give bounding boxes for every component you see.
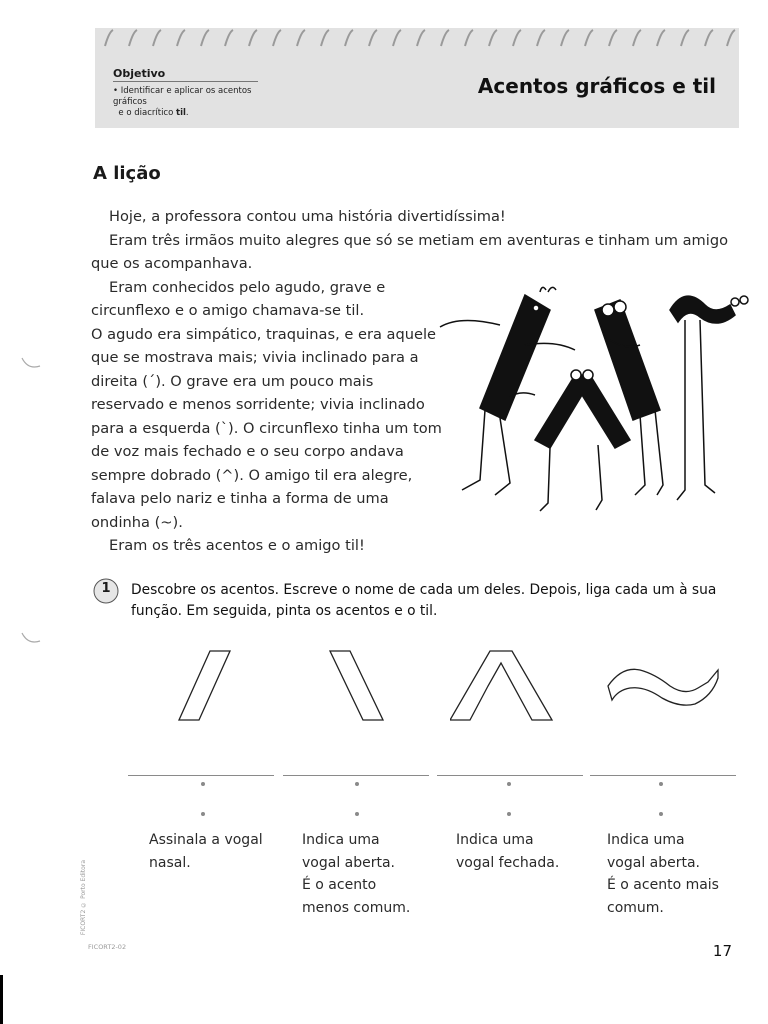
objective-label: Objetivo xyxy=(113,67,258,82)
grave-character xyxy=(595,300,663,495)
answer-line[interactable] xyxy=(128,775,274,776)
match-dot-top[interactable] xyxy=(507,782,511,786)
circumflex-accent-icon xyxy=(450,648,570,728)
answer-line[interactable] xyxy=(590,775,736,776)
match-dot-top[interactable] xyxy=(659,782,663,786)
punch-hole-mark xyxy=(18,350,44,376)
exercise-number-badge xyxy=(92,577,120,605)
function-description: Indica uma vogal aberta. É o acento menos comum. xyxy=(302,832,411,916)
page-number: 17 xyxy=(712,942,732,960)
match-dot-bottom[interactable] xyxy=(355,812,359,816)
answer-line[interactable] xyxy=(437,775,583,776)
accent-characters-illustration xyxy=(430,280,765,520)
story-paragraph: Eram conhecidos pelo agudo, grave e circunflexo e o amigo chamava-se til. xyxy=(91,278,386,319)
match-dot-top[interactable] xyxy=(201,782,205,786)
lesson-title: A lição xyxy=(93,163,161,184)
story-paragraph: Hoje, a professora contou uma história divertidíssima! xyxy=(109,208,506,225)
circumflex-character xyxy=(510,370,630,511)
scan-edge-mark xyxy=(0,975,3,1024)
footer-code: FICORT2-02 xyxy=(88,943,127,951)
acute-character xyxy=(440,287,575,495)
objective-line-1: • Identificar e aplicar os acentos gráficos xyxy=(113,86,252,107)
tilde-character xyxy=(670,296,748,500)
function-description: Indica uma vogal aberta. É o acento mais comum. xyxy=(607,832,719,916)
grave-accent-icon xyxy=(315,648,435,728)
story-paragraph: O agudo era simpático, traquinas, e era aquele que se mostrava mais; vivia inclinado para a direita (´). O grave era um pouco mais reservado e menos sorridente; vivia inclinado para a esquerda (`). O circunflexo tinha um tom de voz mais fechado e o seu corpo andava sempre dobrado (^). O amigo til era alegre, falava pelo nariz e tinha a forma de uma ondinha (~). xyxy=(91,325,442,531)
match-dot-bottom[interactable] xyxy=(659,812,663,816)
exercise-instruction: Descobre os acentos. Escreve o nome de cada um deles. Depois, liga cada um à sua função. Em seguida, pinta os acentos e o til. xyxy=(131,582,717,619)
story-paragraph: Eram três irmãos muito alegres que só se metiam em aventuras e tinham um amigo que os acompanhava. xyxy=(91,231,729,272)
spiral-binding xyxy=(95,24,739,54)
punch-hole-mark xyxy=(18,625,44,651)
story-paragraph: Eram os três acentos e o amigo til! xyxy=(109,537,365,554)
tilde-icon xyxy=(600,648,720,728)
function-description: Assinala a vogal nasal. xyxy=(149,832,263,871)
match-dot-bottom[interactable] xyxy=(507,812,511,816)
objective-line-2: e o diacrítico til. xyxy=(118,108,189,118)
copyright-note: FICORT2 © Porto Editora xyxy=(80,860,87,936)
function-description: Indica uma vogal fechada. xyxy=(456,832,560,871)
exercise-number: 1 xyxy=(101,581,111,596)
answer-line[interactable] xyxy=(283,775,429,776)
match-dot-bottom[interactable] xyxy=(201,812,205,816)
objective-text xyxy=(113,86,273,119)
page-title: Acentos gráficos e til xyxy=(477,74,716,98)
acute-accent-icon xyxy=(168,648,288,728)
match-dot-top[interactable] xyxy=(355,782,359,786)
